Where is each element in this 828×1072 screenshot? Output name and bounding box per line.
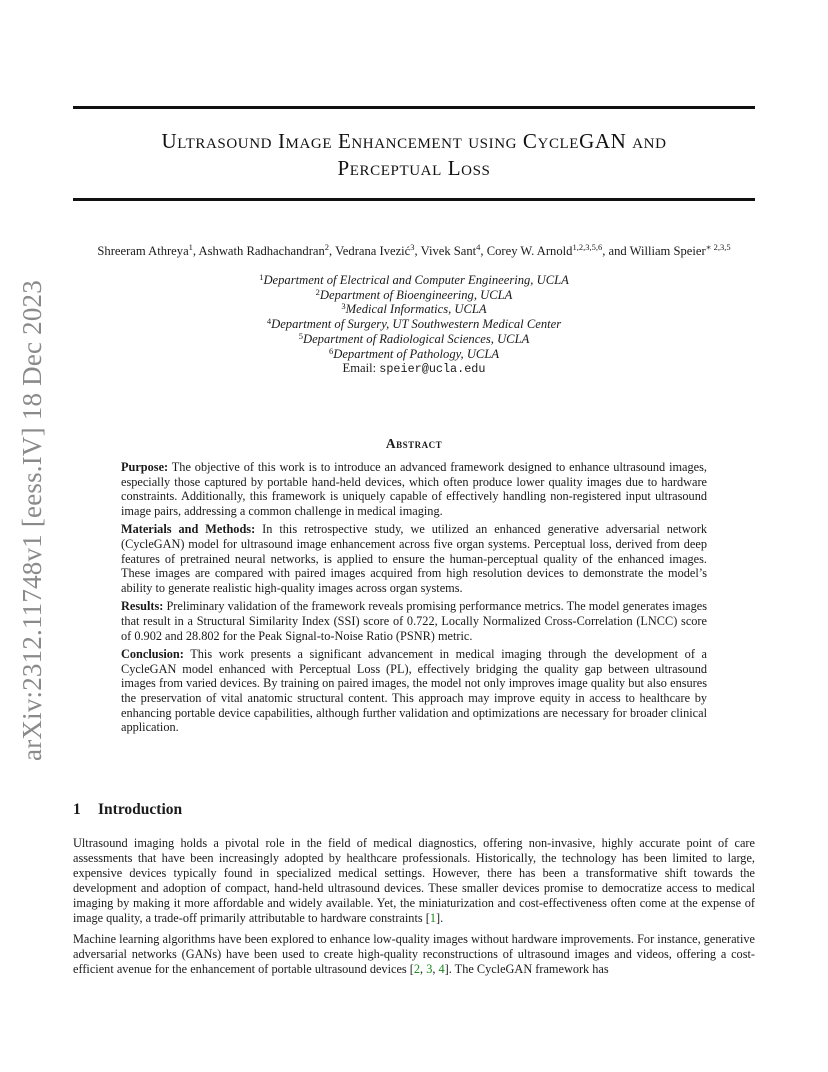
abstract-heading: Abstract: [385, 436, 443, 451]
title-top-rule: [73, 106, 755, 109]
affiliation: $^1$Department of Electrical and Computer Engineering, UCLA: [259, 272, 569, 287]
title-bottom-rule: [73, 198, 755, 201]
affiliation: $^2$Department of Bioengineering, UCLA: [315, 286, 513, 302]
affiliation: $^4$Department of Surgery, UT Southwestern Medical Center: [266, 316, 562, 332]
intro-paragraph-1: Ultrasound imaging holds a pivotal role in the field of medical diagnostics, offering non-invasive, highly accurate point of care assessments that have been increasingly adopted by healthcare professionals. Historically, the technology has been limited to large, expensive devices typically found in specialized medical settings. However, there has been a transformative shift towards the development and adoption of compact, hand-held ultrasound devices. These smaller devices promise to democratize access to medical imaging by making it more affordable and widely available. Yet, the miniaturization and cost-effectiveness often come at the expense of image quality, a trade-off primarily attributable to hardware constraints [1].: [73, 836, 755, 925]
email-link[interactable]: speier@ucla.edu: [379, 362, 486, 377]
author: Shreeram Athreya$^1$: [97, 242, 193, 258]
citation-link[interactable]: 2: [413, 962, 421, 976]
abstract-body: [121, 460, 707, 739]
arxiv-identifier: arXiv:2312.11748v1 [eess.IV] 18 Dec 2023: [16, 279, 47, 761]
arxiv-identifier-stamp: [2, 260, 62, 780]
abstract-conclusion: Conclusion: This work presents a significant advancement in medical imaging through the development of a CycleGAN model enhanced with Perceptual Loss (PL), effectively bridging the quality gap between ultrasound images from varied devices. By training on paired images, the model not only improves image quality but also ensures the preservation of vital anatomic structural content. This approach may improve equity in access to healthcare by enhancing portable device capabilities, although further validation and optimizations are necessary for broader clinical application.: [121, 647, 707, 735]
contact-email: Email: speier@ucla.edu: [342, 361, 486, 377]
abstract-results: Results: Preliminary validation of the framework reveals promising performance metrics. The model generates images that result in a Structural Similarity Index (SSI) score of 0.722, Locally Normalized Cross-Correlation (LNCC) score of 0.902 and 28.802 for the Peak Signal-to-Noise Ratio (PSNR) metric.: [121, 599, 707, 643]
author: Vivek Sant$^4$: [420, 242, 481, 258]
citation-link[interactable]: 3: [426, 962, 433, 976]
author: Vedrana Ivezić$^3$: [335, 242, 415, 258]
abstract-purpose: Purpose: The objective of this work is to introduce an advanced framework designed to enhance ultrasound images, especially those captured by portable hand-held devices, which often produce lower quality images due to hardware constraints. Additionally, this framework is uniquely capable of effectively handling non-registered input ultrasound image pairs, addressing a common challenge in medical imaging.: [121, 460, 707, 518]
affiliation-list: [73, 273, 755, 377]
affiliation: $^6$Department of Pathology, UCLA: [328, 345, 500, 361]
author: Corey W. Arnold$^{1,2,3,5,6}$: [486, 242, 603, 258]
affiliation: $^3$Medical Informatics, UCLA: [341, 301, 487, 317]
introduction-body: [73, 836, 755, 983]
title-line-1: Ultrasound Image Enhancement using CycleGAN and: [161, 129, 667, 153]
citation-link[interactable]: 1: [429, 911, 436, 925]
author: William Speier$^{∗ 2,3,5}$: [629, 242, 731, 258]
section-heading-introduction: 1 Introduction: [73, 801, 183, 818]
citation-link[interactable]: 4: [438, 962, 445, 976]
affiliation: $^5$Department of Radiological Sciences, UCLA: [298, 330, 530, 346]
intro-paragraph-2: Machine learning algorithms have been explored to enhance low-quality images without hardware improvements. For instance, generative adversarial networks (GANs) have been used to create high-quality reconstructions of ultrasound images and videos, offering a cost-efficient avenue for the enhancement of portable ultrasound devices [2, 3, 4]. The CycleGAN framework has: [73, 932, 755, 976]
paper-title: [73, 128, 755, 182]
title-line-2: Perceptual Loss: [337, 156, 491, 180]
author: Ashwath Radhachandran$^2$: [198, 242, 330, 258]
abstract-methods: Materials and Methods: In this retrospective study, we utilized an enhanced generative adversarial network (CycleGAN) model for ultrasound image enhancement across five organ systems. Perceptual loss, derived from deep features of pretrained neural networks, is applied to ensure the human-perceptual quality of the enhanced images. These images are compared with paired images acquired from high resolution devices to demonstrate the model’s ability to generate realistic high-quality images across organ systems.: [121, 522, 707, 595]
author-list: Shreeram Athreya$^1$, Ashwath Radhachandran$^2$, Vedrana Ivezić$^3$, Vivek Sant$^4$, Corey W. Arnold$^{1,2,3,5,6}$, and William Speier$^{∗ 2,3,5}$: [97, 242, 731, 258]
